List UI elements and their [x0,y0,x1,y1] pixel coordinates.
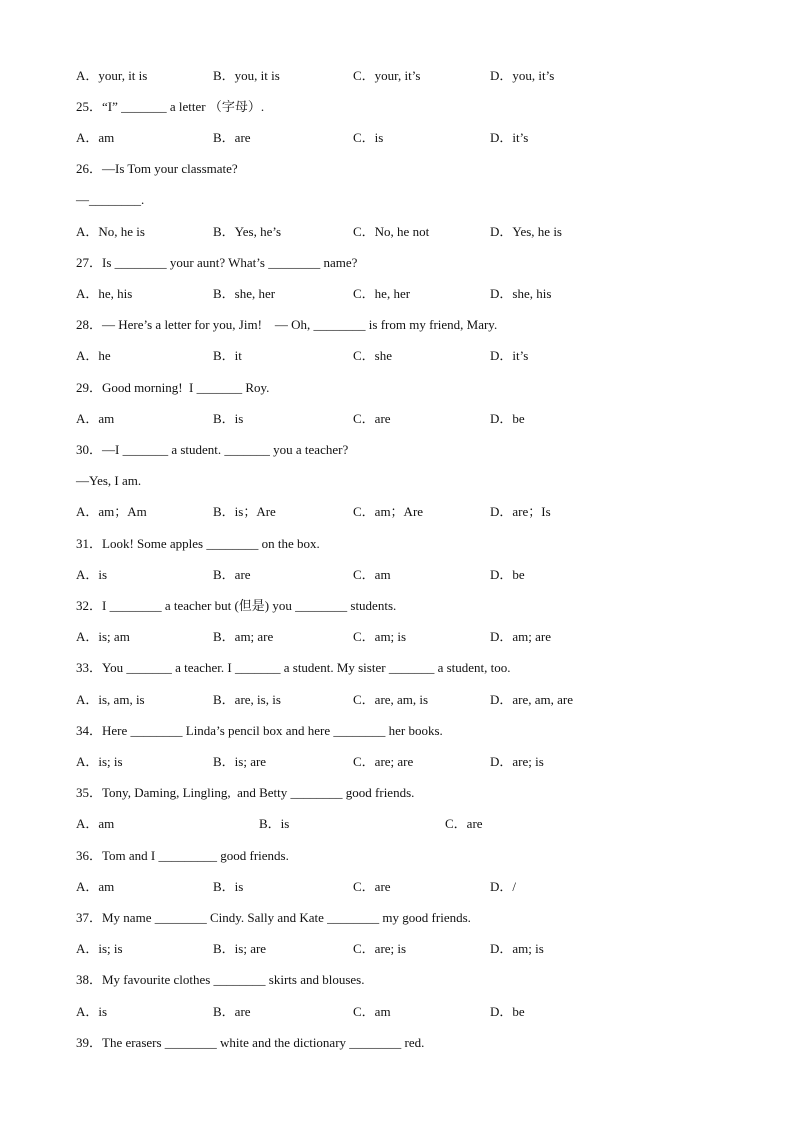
option-a[interactable]: A．is; am [76,629,130,644]
question-25-options [76,130,756,146]
question-25-stem: 25．“I” _______ a letter （字母）. [76,99,265,114]
question-32-options [76,629,756,645]
option-d[interactable]: D．she, his [490,286,552,301]
option-d[interactable]: D．are, am, are [490,692,574,707]
option-d[interactable]: D．are; is [490,754,544,769]
option-c[interactable]: C．are [445,816,483,831]
question-26-answer-line: —________. [76,192,145,207]
option-c[interactable]: C．are [353,879,391,894]
option-b[interactable]: B．you, it is [213,68,280,83]
question-27-stem: 27．Is ________ your aunt? What’s ________ name? [76,255,358,270]
option-c[interactable]: C．she [353,348,393,363]
option-c[interactable]: C．your, it’s [353,68,421,83]
question-37-stem: 37．My name ________ Cindy. Sally and Kate ________ my good friends. [76,910,471,925]
question-29-stem: 29．Good morning! I _______ Roy. [76,380,270,395]
option-b[interactable]: B．am; are [213,629,274,644]
question-35-stem: 35．Tony, Daming, Lingling, and Betty ________ good friends. [76,785,415,800]
question-30-answer-line: —Yes, I am. [76,473,142,488]
option-a[interactable]: A．am [76,130,115,145]
question-31-options [76,567,756,583]
option-c[interactable]: C．he, her [353,286,411,301]
question-30-options [76,504,756,520]
option-a[interactable]: A．am [76,816,115,831]
option-a[interactable]: A．your, it is [76,68,148,83]
options-row [76,68,756,84]
question-36-options [76,879,756,895]
option-b[interactable]: B．she, her [213,286,276,301]
option-c[interactable]: C．are, am, is [353,692,429,707]
option-a[interactable]: A．is; is [76,941,123,956]
option-b[interactable]: B．is; are [213,941,267,956]
option-c[interactable]: C．is [353,130,384,145]
option-c[interactable]: C．are [353,411,391,426]
option-a[interactable]: A．am [76,879,115,894]
question-32-stem: 32．I ________ a teacher but (但是) you ________ students. [76,598,397,613]
question-28-stem: 28．— Here’s a letter for you, Jim! — Oh, ________ is from my friend, Mary. [76,317,498,332]
option-b[interactable]: B．are [213,130,251,145]
question-38-stem: 38．My favourite clothes ________ skirts and blouses. [76,972,365,987]
option-b[interactable]: B．Yes, he’s [213,224,282,239]
option-b[interactable]: B．is [213,411,244,426]
option-d[interactable]: D．be [490,1004,525,1019]
question-28-options [76,348,756,364]
option-a[interactable]: A．is [76,567,108,582]
option-a[interactable]: A．No, he is [76,224,145,239]
question-30-stem: 30．—I _______ a student. _______ you a teacher? [76,442,349,457]
option-a[interactable]: A．am [76,411,115,426]
option-b[interactable]: B．it [213,348,242,363]
option-c[interactable]: C．am [353,1004,391,1019]
question-34-stem: 34．Here ________ Linda’s pencil box and here ________ her books. [76,723,443,738]
option-a[interactable]: A．he, his [76,286,133,301]
question-39-stem: 39．The erasers ________ white and the dictionary ________ red. [76,1035,425,1050]
option-b[interactable]: B．is; are [213,754,267,769]
question-27-options [76,286,756,302]
question-36-stem: 36．Tom and I _________ good friends. [76,848,289,863]
option-b[interactable]: B．are [213,1004,251,1019]
option-c[interactable]: C．am；Are [353,504,424,519]
option-c[interactable]: C．am; is [353,629,407,644]
option-b[interactable]: B．are, is, is [213,692,281,707]
question-26-options [76,224,756,240]
question-26-stem: 26．—Is Tom your classmate? [76,161,238,176]
option-a[interactable]: A．is, am, is [76,692,145,707]
option-b[interactable]: B．is [213,879,244,894]
option-d[interactable]: D．am; is [490,941,544,956]
option-d[interactable]: D．/ [490,879,517,894]
option-a[interactable]: A．is [76,1004,108,1019]
option-a[interactable]: A．is; is [76,754,123,769]
option-d[interactable]: D．it’s [490,348,529,363]
question-29-options [76,411,756,427]
option-d[interactable]: D．be [490,567,525,582]
option-d[interactable]: D．are；Is [490,504,551,519]
option-c[interactable]: C．No, he not [353,224,430,239]
option-c[interactable]: C．am [353,567,391,582]
question-31-stem: 31．Look! Some apples ________ on the box. [76,536,320,551]
option-b[interactable]: B．is [259,816,290,831]
option-d[interactable]: D．Yes, he is [490,224,562,239]
question-35-options [76,816,756,832]
question-37-options [76,941,756,957]
question-33-options [76,692,756,708]
option-b[interactable]: B．is；Are [213,504,276,519]
question-34-options [76,754,756,770]
option-d[interactable]: D．am; are [490,629,552,644]
option-a[interactable]: A．he [76,348,111,363]
question-33-stem: 33．You _______ a teacher. I _______ a student. My sister _______ a student, too. [76,660,511,675]
question-38-options [76,1004,756,1020]
option-a[interactable]: A．am；Am [76,504,147,519]
option-d[interactable]: D．you, it’s [490,68,555,83]
option-d[interactable]: D．it’s [490,130,529,145]
option-d[interactable]: D．be [490,411,525,426]
option-c[interactable]: C．are; is [353,941,407,956]
option-c[interactable]: C．are; are [353,754,414,769]
option-b[interactable]: B．are [213,567,251,582]
